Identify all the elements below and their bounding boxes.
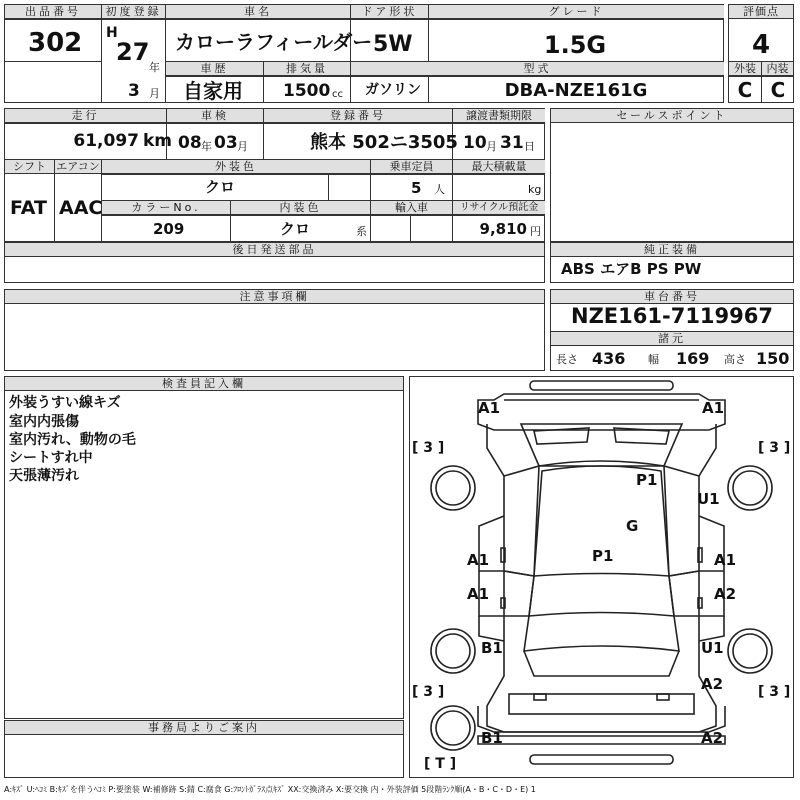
recycle-fee: 9,810 [479,220,527,238]
caution-label: 注意事項欄 [5,290,544,304]
registration-number: 熊本 502ニ3505 [310,132,458,153]
inspector-note: 室内汚れ、動物の毛 [9,432,136,448]
first-registration-label: 初度登録 [102,5,165,19]
damage-mark-glass: G [626,517,639,535]
displacement-label: 排気量 [264,62,350,76]
mileage: 61,097 [73,131,139,151]
displacement: 1500 [283,81,331,101]
inspector-note: 天張薄汚れ [9,468,79,484]
car-damage-diagram [409,376,794,778]
inspector-note: 外装うすい線キズ [9,395,121,411]
damage-mark-right-rear-quarter: A2 [701,675,724,693]
car-name-label: 車名 [166,5,350,19]
length-label: 長さ [556,353,578,366]
interior-grade-label: 内装 [762,62,793,76]
inspection-label: 車検 [167,109,263,123]
interior-color-unit: 系 [356,225,367,238]
equipment-list: ABS エアB PS PW [561,260,702,278]
capacity: 5 [411,179,422,197]
vehicle-details-panel [4,108,545,242]
chassis-number: NZE161-7119967 [571,304,773,328]
color-number-label: カラーNo. [102,201,230,215]
inspection-month: 03 [214,133,238,153]
later-parts-label: 後日発送部品 [5,243,544,257]
score-label: 評価点 [729,5,793,19]
recycle-fee-label: リサイクル預託金 [453,201,545,215]
ac-label: エアコン [56,160,100,173]
transfer-day: 31 [500,133,524,153]
history: 自家用 [183,79,243,103]
office-notice-label: 事務局よりご案内 [5,721,403,735]
import-label: 輸入車 [371,201,452,215]
inspection-year-unit: 年 [201,140,212,153]
month-unit: 月 [149,87,160,100]
history-label: 車歴 [166,62,263,76]
width-label: 幅 [648,353,659,366]
transfer-day-unit: 日 [524,140,535,153]
inspection-year: 08 [178,133,202,153]
year-unit: 年 [149,61,160,74]
shift-type: FAT [10,197,47,219]
max-load-label: 最大積載量 [453,160,545,174]
shift-label: シフト [5,160,54,174]
first-registration-month: 3 [128,81,140,101]
tire-mark-front-left: [ 3 ] [412,440,445,456]
damage-mark-right-rear-fender: U1 [701,639,724,657]
tire-mark-rear-left: [ 3 ] [412,684,445,700]
damage-mark-left-rear-fender: B1 [481,639,503,657]
transfer-month-unit: 月 [486,140,497,153]
grade: 1.5G [543,31,607,59]
grade-label: グレード [429,5,724,19]
chassis-number-label: 車台番号 [551,290,793,304]
equipment-label: 純正装備 [551,243,793,257]
inspection-month-unit: 月 [237,140,248,153]
height-label: 高さ [724,353,746,366]
damage-mark-front-right: A1 [702,399,725,417]
capacity-label: 乗車定員 [371,160,452,174]
damage-mark-seat: P1 [592,547,614,565]
lot-number-label: 出品番号 [5,5,101,19]
door-type-label: ドア形状 [351,5,428,19]
damage-mark-rear-bumper-right: A2 [701,729,724,747]
car-name: カローラフィールダー [175,30,373,54]
door-type: 5W [373,32,413,57]
first-registration-year: 27 [116,38,150,66]
model-label: 型式 [351,62,724,76]
tire-mark-rear-right: [ 3 ] [758,684,791,700]
lot-number: 302 [28,28,83,58]
inspector-note: 室内内張傷 [9,414,79,430]
displacement-unit: cc [332,89,343,100]
exterior-grade-label: 外装 [729,62,761,76]
damage-mark-right-rear-door: A2 [714,585,737,603]
score-value: 4 [751,30,771,60]
specs-label: 諸元 [551,332,793,346]
width-value: 169 [676,349,710,368]
ac-type: AAC [59,197,103,219]
interior-color-label: 内装色 [231,201,370,215]
era-mark: H [106,25,118,41]
damage-mark-roof: P1 [636,471,658,489]
sales-point-panel [550,108,794,242]
fuel: ガソリン [365,82,421,98]
inspector-notes-label: 検査員記入欄 [5,377,403,391]
exterior-grade: C [737,78,753,102]
height-value: 150 [756,349,790,368]
spare-tire-mark: [ T ] [424,756,457,772]
damage-mark-right-front-fender: U1 [697,490,720,508]
damage-mark-left-rear-door: A1 [467,585,490,603]
capacity-unit: 人 [434,183,445,196]
exterior-color-label: 外装色 [102,160,370,174]
interior-grade: C [770,78,786,102]
damage-mark-left-front-door: A1 [467,551,490,569]
tire-mark-front-right: [ 3 ] [758,440,791,456]
damage-mark-rear-bumper-left: B1 [481,729,503,747]
model-code: DBA-NZE161G [504,80,648,101]
damage-mark-front-left: A1 [478,399,501,417]
damage-mark-right-front-door: A1 [714,551,737,569]
exterior-color: クロ [205,178,236,196]
sales-point-label: セールスポイント [551,109,793,123]
mileage-unit: km [143,131,173,151]
max-load-unit: kg [528,183,542,196]
inspector-note: シートすれ中 [9,450,93,466]
mileage-label: 走行 [5,109,166,123]
interior-color: クロ [280,220,311,238]
registration-number-label: 登録番号 [264,109,452,123]
color-number: 209 [153,220,185,238]
recycle-fee-unit: 円 [530,225,541,238]
damage-legend: A:ｷｽﾞ U:ﾍｺﾐ B:ｷｽﾞを伴うﾍｺﾐ P:要塗装 W:補修跡 S:錆 C:腐食 G:ﾌﾛﾝﾄｶﾞﾗｽ点ｷｽﾞ XX:交換済み X:要交換 内・外装評価 5段階ﾗﾝｸ順(A・B・C・D・E) 1 [4,785,536,794]
transfer-month: 10 [463,133,487,153]
transfer-deadline-label: 譲渡書類期限 [453,109,545,123]
length-value: 436 [592,349,626,368]
